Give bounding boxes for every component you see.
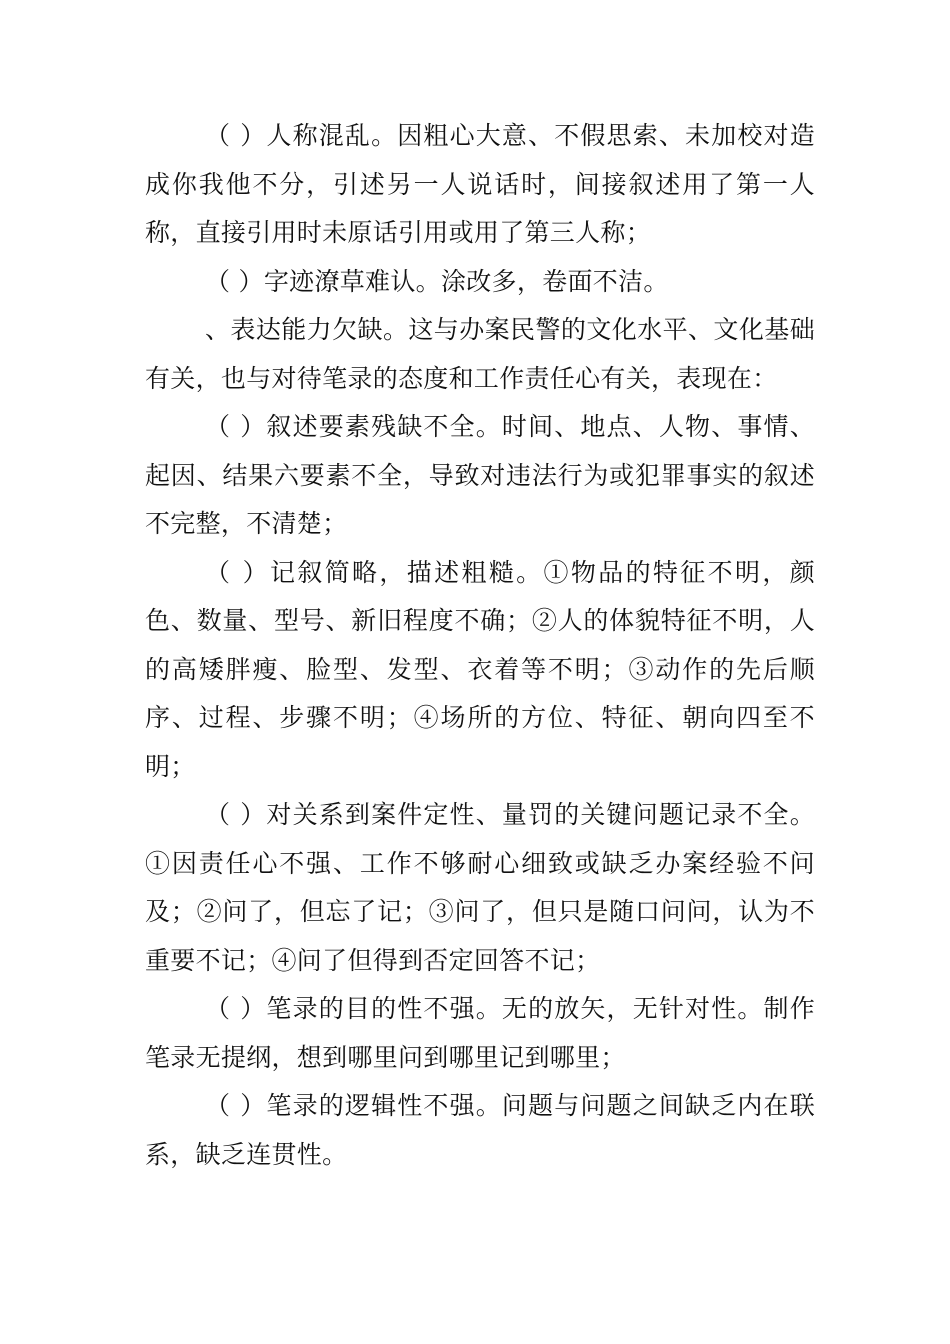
document-body xyxy=(145,112,815,1179)
paragraph-person-confusion: （ ）人称混乱。因粗心大意、不假思索、未加校对造成你我他不分，引述另一人说话时，间接叙述用了第一人称，直接引用时未原话引用或用了第三人称； xyxy=(145,121,815,247)
paragraph-expression-ability: 、表达能力欠缺。这与办案民警的文化水平、文化基础有关，也与对待笔录的态度和工作责任心有关，表现在： xyxy=(145,315,815,393)
paragraph-rough-description: （ ）记叙简略，描述粗糙。①物品的特征不明，颜色、数量、型号、新旧程度不确；②人的体貌特征不明，人的高矮胖瘦、脸型、发型、衣着等不明；③动作的先后顺序、过程、步骤不明；④场所的方位、特征、朝向四至不明； xyxy=(145,557,815,781)
paragraph-handwriting: （ ）字迹潦草难认。涂改多，卷面不洁。 xyxy=(205,266,669,296)
paragraph-narrative-elements: （ ）叙述要素残缺不全。时间、地点、人物、事情、起因、结果六要素不全，导致对违法行为或犯罪事实的叙述不完整，不清楚； xyxy=(145,412,815,538)
paragraph-logic: （ ）笔录的逻辑性不强。问题与问题之间缺乏内在联系，缺乏连贯性。 xyxy=(145,1091,815,1169)
paragraph-purpose: （ ）笔录的目的性不强。无的放矢，无针对性。制作笔录无提纲，想到哪里问到哪里记到哪里； xyxy=(145,994,815,1072)
paragraph-key-issues: （ ）对关系到案件定性、量罚的关键问题记录不全。①因责任心不强、工作不够耐心细致或缺乏办案经验不问及；②问了，但忘了记；③问了，但只是随口问问，认为不重要不记；④问了但得到否定回答不记； xyxy=(145,800,815,975)
